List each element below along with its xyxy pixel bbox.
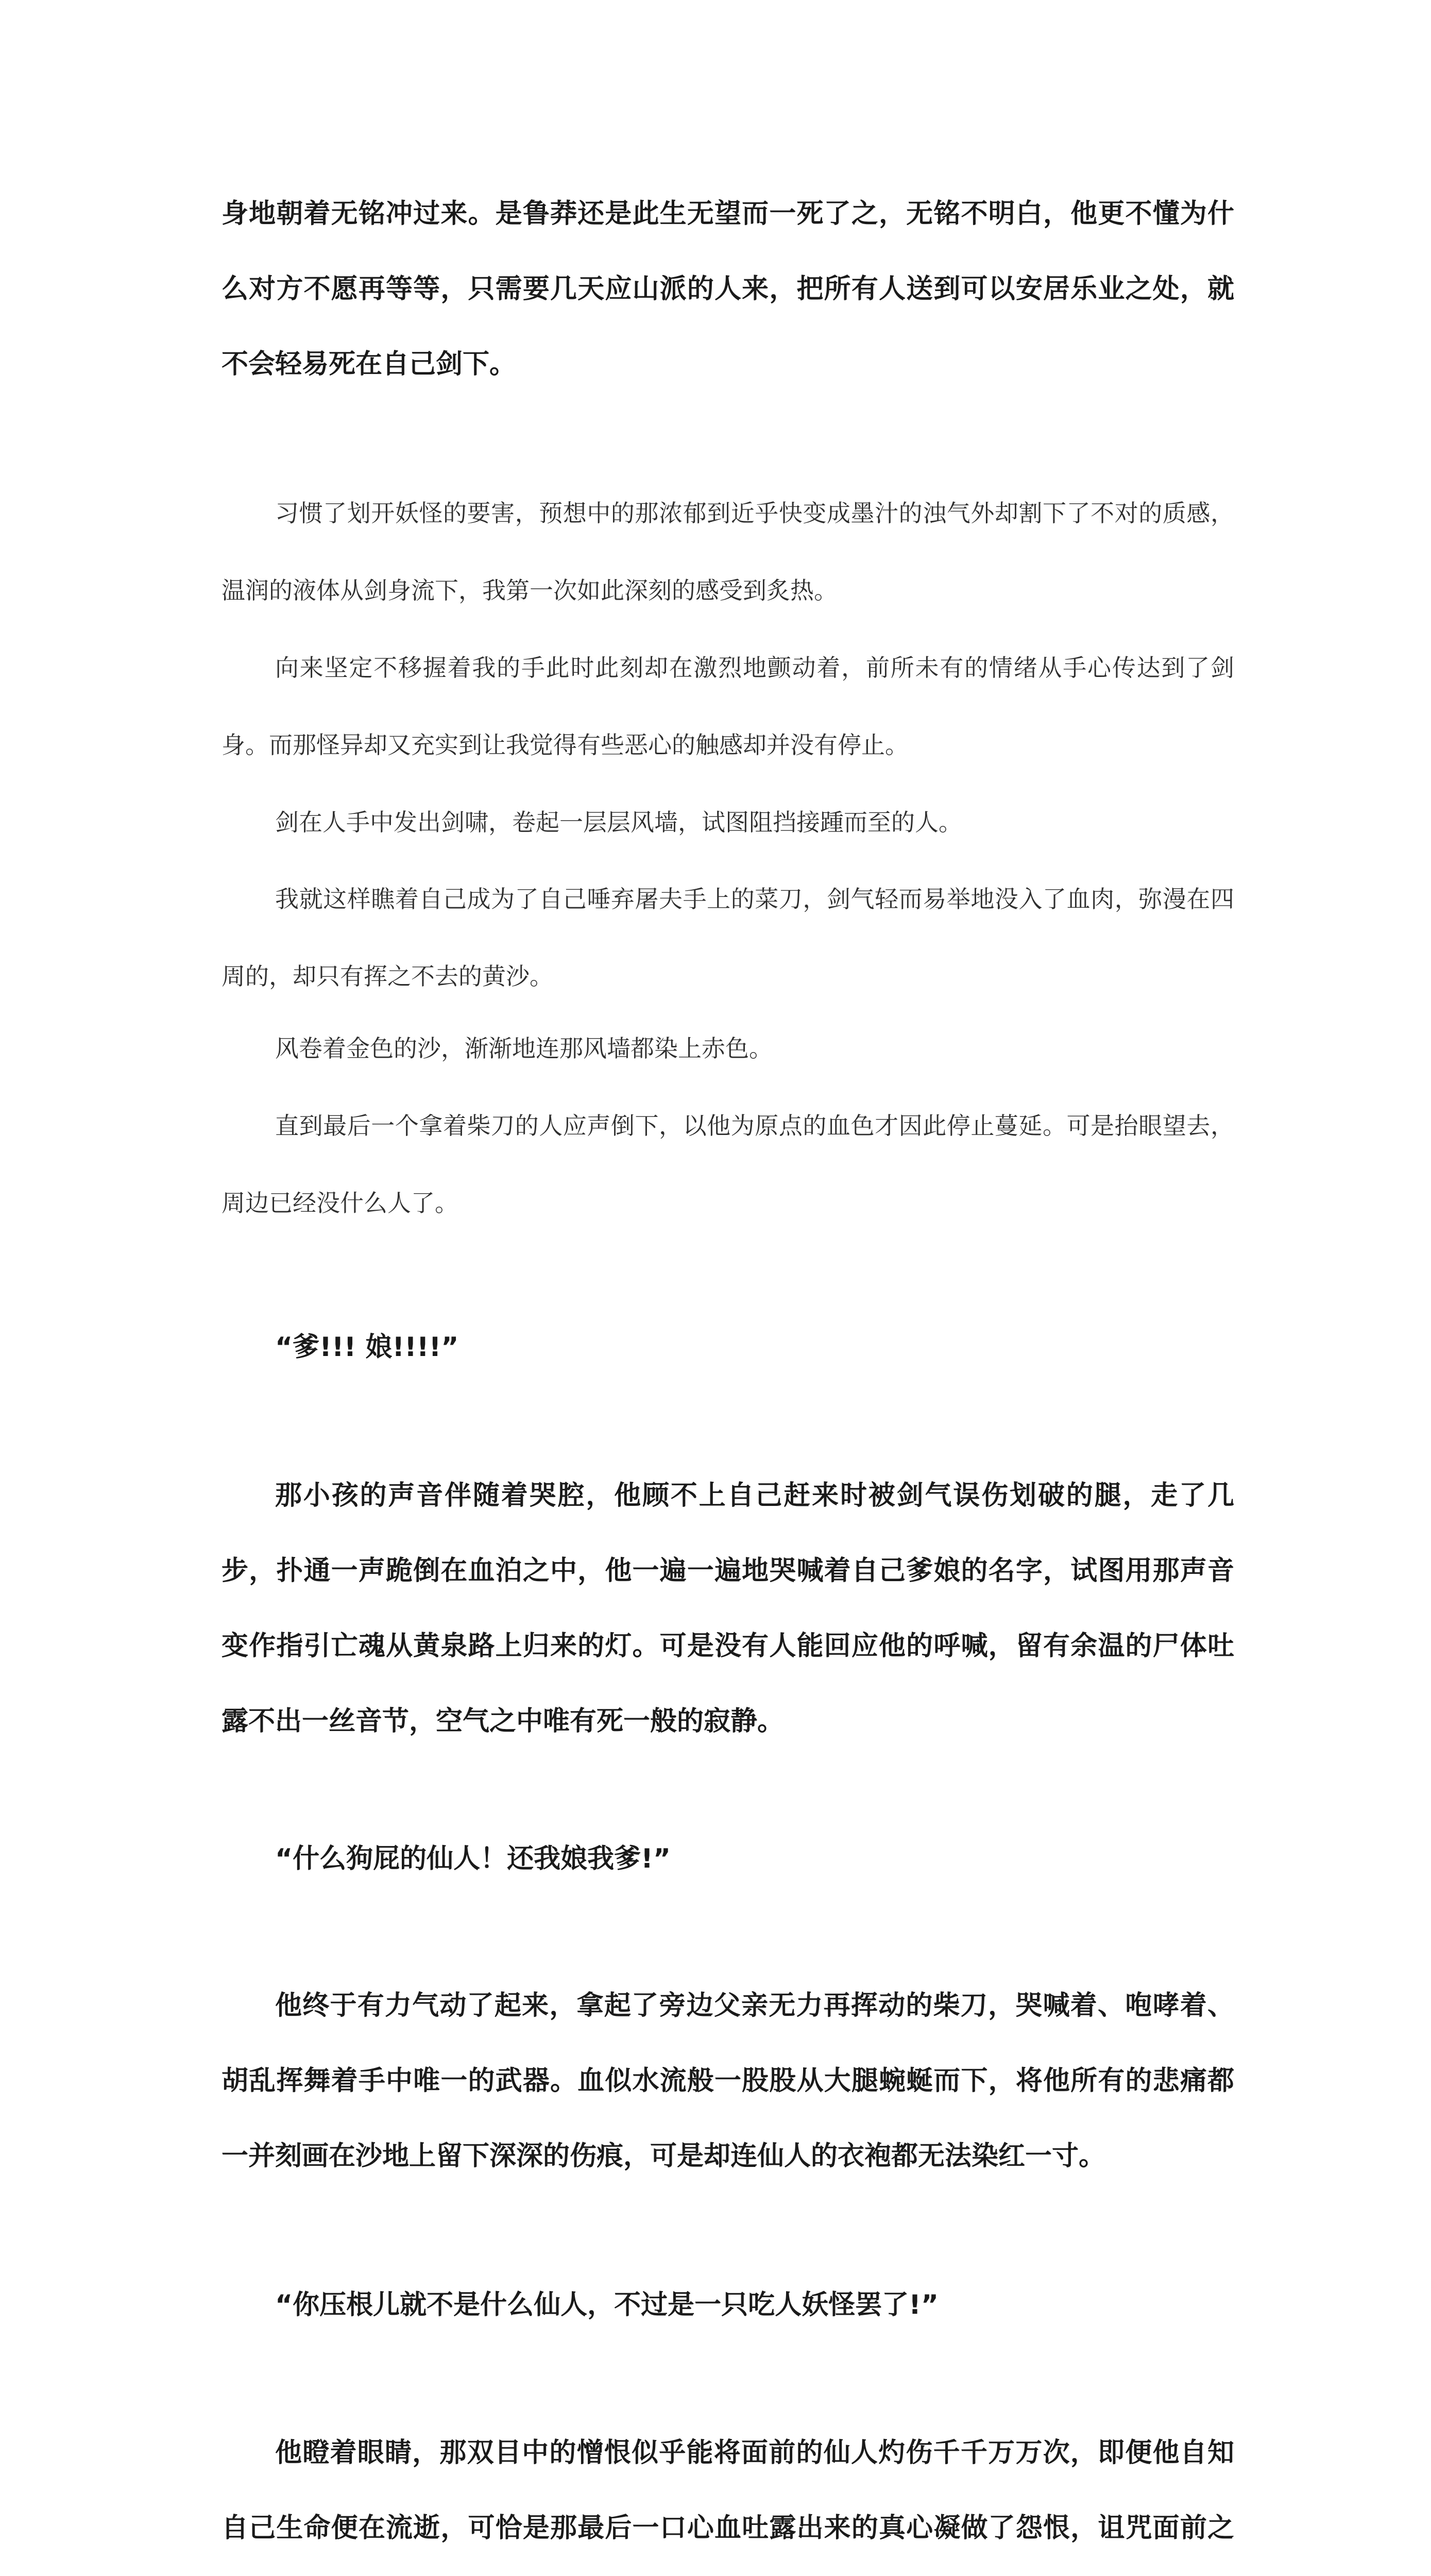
paragraph-3 [222, 629, 1234, 784]
paragraph-9 [222, 1458, 1234, 1759]
dialogue-text: “你压根儿就不是什么仙人，不过是一只吃人妖怪罢了!” [275, 2290, 939, 2320]
paragraph-text: 向来坚定不移握着我的手此时此刻却在激烈地颤动着，前所未有的情绪从手心传达到了剑身。而那怪异却又充实到让我觉得有些恶心的触感却并没有停止。 [222, 654, 1234, 759]
paragraph-text: 我就这样瞧着自己成为了自己唾弃屠夫手上的菜刀，剑气轻而易举地没入了血肉，弥漫在四周的，却只有挥之不去的黄沙。 [222, 885, 1234, 990]
dialogue-2 [222, 1838, 1234, 1879]
paragraph-text: 那小孩的声音伴随着哭腔，他顾不上自己赶来时被剑气误伤划破的腿，走了几步，扑通一声跪倒在血泊之中，他一遍一遍地哭喊着自己爹娘的名字，试图用那声音变作指引亡魂从黄泉路上归来的灯。可是没有人能回应他的呼喊，留有余温的尸体吐露不出一丝音节，空气之中唯有死一般的寂静。 [222, 1480, 1234, 1737]
paragraph-5 [222, 860, 1234, 1015]
paragraph-6 [222, 1010, 1234, 1087]
dialogue-text: “爹!!! 娘!!!!” [275, 1332, 459, 1363]
paragraph-text: 习惯了划开妖怪的要害，预想中的那浓郁到近乎快变成墨汁的浊气外却割下了不对的质感，温润的液体从剑身流下，我第一次如此深刻的感受到炙热。 [222, 499, 1234, 604]
paragraph-2 [222, 474, 1234, 629]
dialogue-3 [222, 2284, 1234, 2326]
paragraph-text: 风卷着金色的沙，渐渐地连那风墙都染上赤色。 [275, 1035, 773, 1062]
paragraph-text: 他瞪着眼睛，那双目中的憎恨似乎能将面前的仙人灼伤千千万万次，即便他自知自己生命便在流逝，可恰是那最后一口心血吐露出来的真心凝做了怨恨，诅咒面前之 [222, 2437, 1234, 2544]
paragraph-text: 他终于有力气动了起来，拿起了旁边父亲无力再挥动的柴刀，哭喊着、咆哮着、胡乱挥舞着手中唯一的武器。血似水流般一股股从大腿蜿蜒而下，将他所有的悲痛都一并刻画在沙地上留下深深的伤痕，可是却连仙人的衣袍都无法染红一寸。 [222, 1990, 1234, 2172]
paragraph-text: 剑在人手中发出剑啸，卷起一层层风墙，试图阻挡接踵而至的人。 [275, 808, 962, 836]
dialogue-1 [222, 1327, 1234, 1368]
paragraph-text: 身地朝着无铭冲过来。是鲁莽还是此生无望而一死了之，无铭不明白，他更不懂为什么对方不愿再等等，只需要几天应山派的人来，把所有人送到可以安居乐业之处，就不会轻易死在自己剑下。 [222, 198, 1234, 380]
dialogue-text: “什么狗屁的仙人！还我娘我爹!” [275, 1843, 671, 1874]
paragraph-text: 直到最后一个拿着柴刀的人应声倒下，以他为原点的血色才因此停止蔓延。可是抬眼望去，周边已经没什么人了。 [222, 1112, 1234, 1217]
paragraph-7 [222, 1087, 1234, 1242]
paragraph-11 [222, 1968, 1234, 2194]
paragraph-4 [222, 784, 1234, 861]
paragraph-13 [222, 2415, 1234, 2576]
paragraph-1 [222, 176, 1234, 402]
